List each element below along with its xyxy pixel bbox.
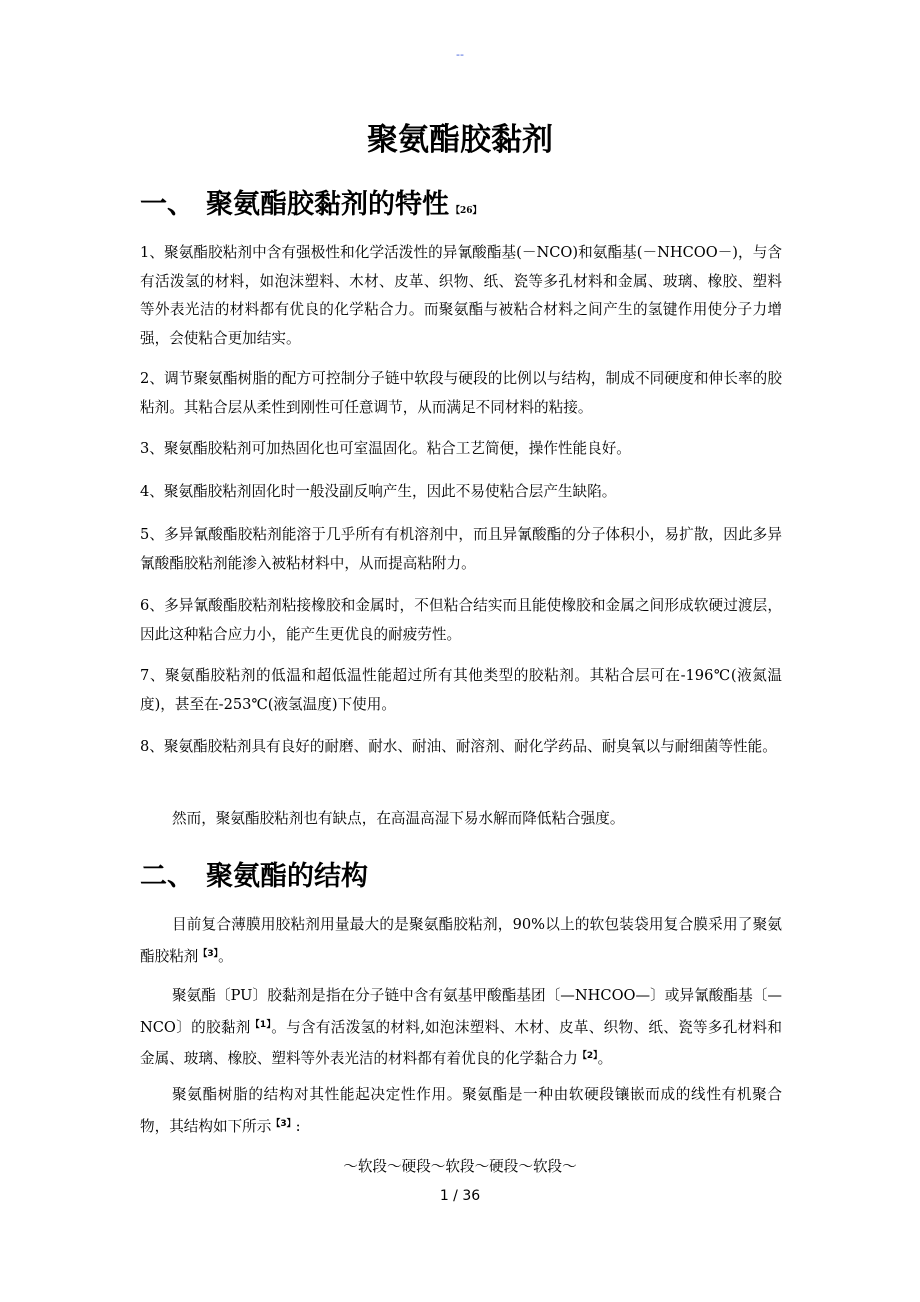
punctuation: 。 bbox=[597, 1050, 613, 1067]
paragraph bbox=[140, 1081, 782, 1141]
document-title: 聚氨酯胶黏剂 bbox=[367, 122, 553, 158]
paragraph: 8、聚氨酯胶粘剂具有良好的耐磨、耐水、耐油、耐溶剂、耐化学药品、耐臭氧以与耐细菌等性能。 bbox=[140, 738, 777, 755]
paragraph: 然而，聚氨酯胶粘剂也有缺点，在高温高湿下易水解而降低粘合强度。 bbox=[172, 810, 625, 827]
punctuation: 。 bbox=[218, 947, 233, 965]
paragraph: 2、调节聚氨酯树脂的配方可控制分子链中软段与硬段的比例以与结构，制成不同硬度和伸长率的胶粘剂。其粘合层从柔性到刚性可任意调节，从而满足不同材料的粘接。 bbox=[140, 370, 782, 416]
section-1-ref: 【26】 bbox=[451, 206, 482, 216]
page-number: 1 / 36 bbox=[439, 1188, 481, 1204]
paragraph bbox=[140, 982, 782, 1074]
citation: 【2】 bbox=[577, 1051, 598, 1061]
citation: 【3】 bbox=[198, 948, 219, 959]
structure-formula: ～软段～硬段～软段～硬段～软段～ bbox=[343, 1158, 577, 1175]
section-1-closing bbox=[140, 805, 782, 834]
paragraph: 5、多异氰酸酯胶粘剂能溶于几乎所有有机溶剂中，而且异氰酸酯的分子体积小，易扩散，因此多异氰酸酯胶粘剂能渗入被粘材料中，从而提高粘附力。 bbox=[140, 526, 782, 572]
citation: 【3】 bbox=[271, 1118, 296, 1129]
section-1-item-4 bbox=[140, 478, 782, 507]
header-mark: -- bbox=[456, 48, 464, 61]
paragraph bbox=[140, 911, 782, 971]
paragraph: 1、聚氨酯胶粘剂中含有强极性和化学活泼性的异氰酸酯基(－NCO)和氨酯基(－NHCOO－)，与含有活泼氢的材料，如泡沫塑料、木材、皮革、织物、纸、瓷等多孔材料和金属、玻璃、橡胶、塑料等外表光洁的材料都有优良的化学粘合力。而聚氨酯与被粘合材料之间产生的氢键作用使分子力增强，会使粘合更加结实。 bbox=[140, 244, 782, 347]
section-1-item-7 bbox=[140, 662, 782, 719]
section-2-para-3 bbox=[140, 1081, 782, 1141]
paragraph: 6、多异氰酸酯胶粘剂粘接橡胶和金属时，不但粘合结实而且能使橡胶和金属之间形成软硬过渡层，因此这种粘合应力小，能产生更优良的耐疲劳性。 bbox=[140, 597, 782, 643]
section-1-number: 一、 bbox=[140, 189, 194, 220]
section-1-item-2 bbox=[140, 365, 782, 422]
paragraph-text: 目前复合薄膜用胶粘剂用量最大的是聚氨酯胶粘剂，90%以上的软包装袋用复合膜采用了聚氨酯胶粘剂 bbox=[140, 916, 782, 965]
section-2-number: 二、 bbox=[140, 861, 194, 892]
paragraph: 4、聚氨酯胶粘剂固化时一般没副反响产生，因此不易使粘合层产生缺陷。 bbox=[140, 483, 617, 500]
paragraph-text: 聚氨酯树脂的结构对其性能起决定性作用。聚氨酯是一种由软硬段镶嵌而成的线性有机聚合物，其结构如下所示 bbox=[140, 1086, 782, 1135]
section-1-heading-block bbox=[140, 182, 782, 221]
paragraph: 7、聚氨酯胶粘剂的低温和超低温性能超过所有其他类型的胶粘剂。其粘合层可在-196℃(液氮温度)，甚至在-253℃(液氢温度)下使用。 bbox=[140, 667, 782, 713]
section-2-para-1 bbox=[140, 911, 782, 971]
paragraph-text: 。与含有活泼氢的材料,如泡沫塑料、木材、皮革、织物、纸、瓷等多孔材料和金属、玻璃、橡胶、塑料等外表光洁的材料都有着优良的化学黏合力 bbox=[140, 1018, 782, 1067]
section-2-heading bbox=[140, 854, 782, 893]
section-1-item-8 bbox=[140, 733, 782, 762]
section-1-item-6 bbox=[140, 592, 782, 649]
punctuation: : bbox=[295, 1117, 301, 1135]
section-1-title: 聚氨酯胶黏剂的特性 bbox=[206, 189, 449, 220]
section-1-item-5 bbox=[140, 521, 782, 578]
section-2-para-2 bbox=[140, 982, 782, 1074]
paragraph: 3、聚氨酯胶粘剂可加热固化也可室温固化。粘合工艺简便，操作性能良好。 bbox=[140, 440, 631, 457]
section-2-heading-block bbox=[140, 854, 782, 893]
section-2-title: 聚氨酯的结构 bbox=[206, 861, 368, 892]
citation: 【1】 bbox=[250, 1019, 272, 1030]
section-1-item-3 bbox=[140, 435, 782, 464]
section-1-heading bbox=[140, 182, 782, 221]
paragraph-text: 聚氨酯〔PU〕胶黏剂是指在分子链中含有氨基甲酸酯基团〔—NHCOO—〕或异氰酸酯基〔—NCO〕的胶黏剂 bbox=[140, 987, 782, 1036]
section-1-item-1 bbox=[140, 239, 782, 353]
